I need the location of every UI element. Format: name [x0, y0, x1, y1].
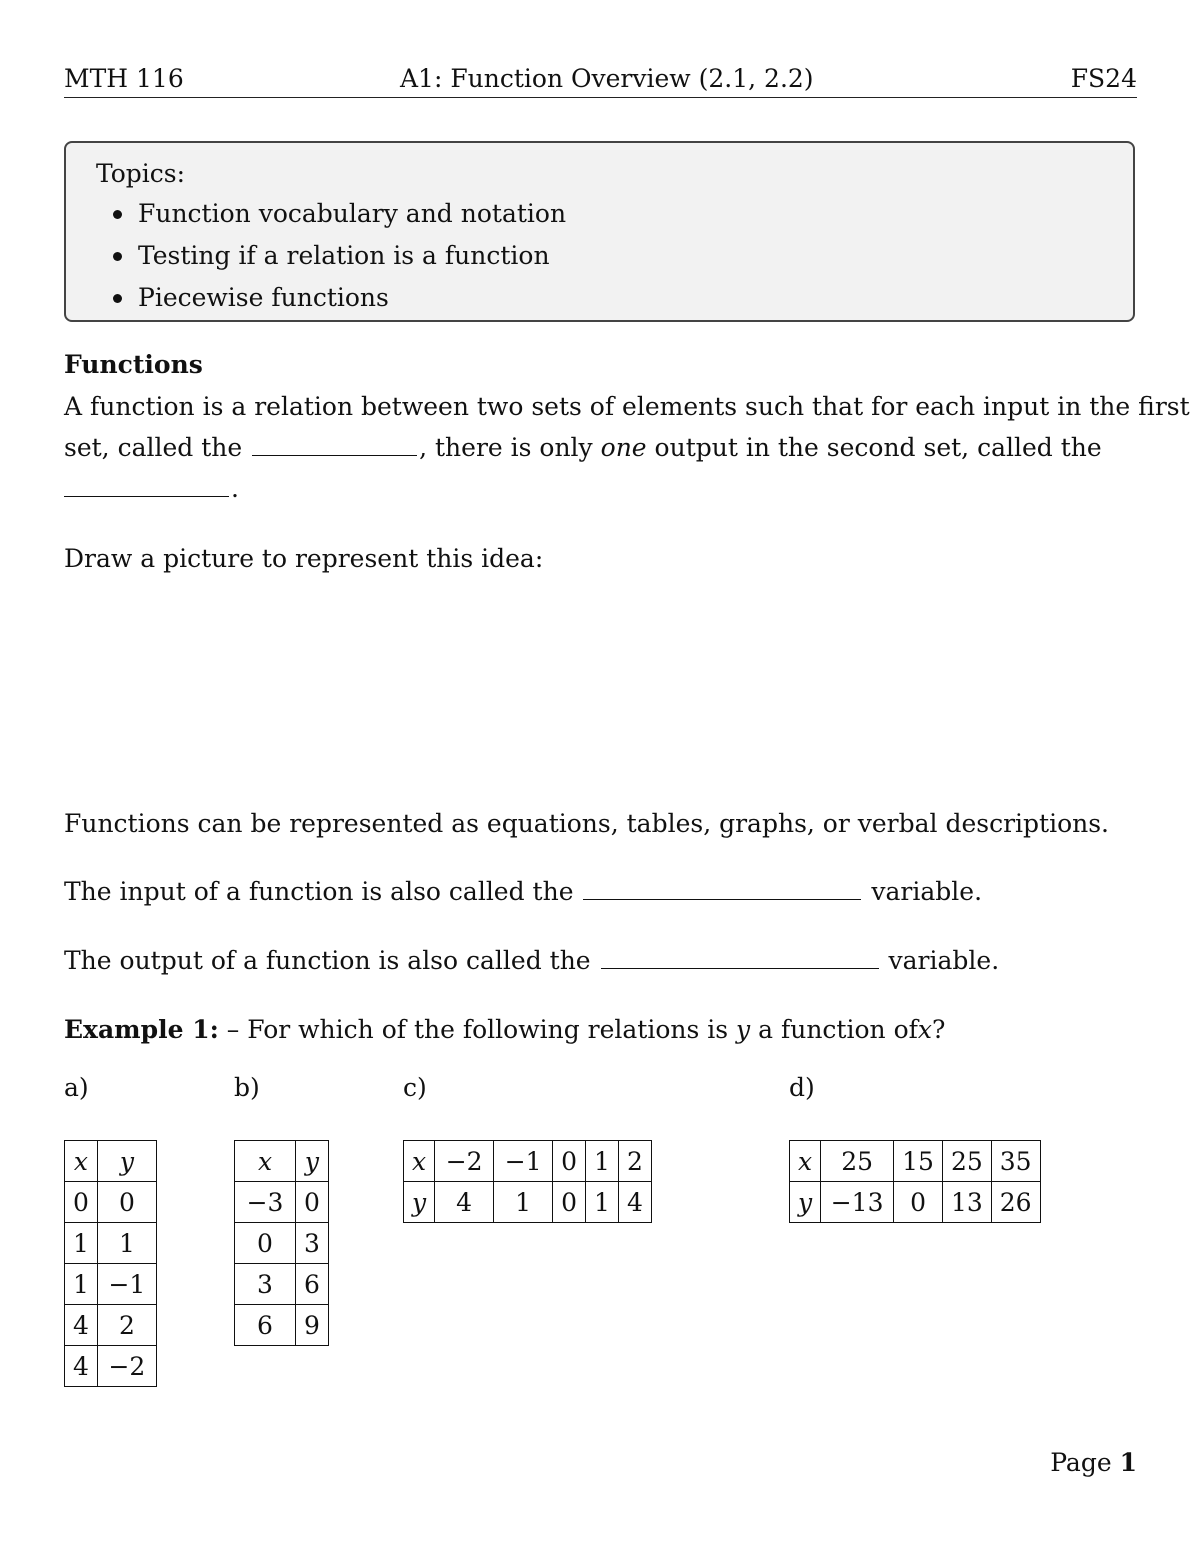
part-label-c: c) [403, 1073, 427, 1102]
drawing-area[interactable] [64, 585, 1137, 785]
table-row: 0 3 [235, 1223, 329, 1264]
table-row: −3 0 [235, 1182, 329, 1223]
output-blank[interactable] [601, 967, 879, 969]
table-row: 6 9 [235, 1305, 329, 1346]
part-label-a: a) [64, 1073, 89, 1102]
table-row: 1 −1 [65, 1264, 157, 1305]
topics-box [64, 141, 1135, 322]
domain-blank[interactable] [252, 454, 417, 456]
table-row: x 25 15 25 35 [790, 1141, 1041, 1182]
example-1-question: Example 1: – For which of the following relations is y a function ofx? [64, 1015, 946, 1044]
input-blank[interactable] [583, 898, 861, 900]
table-d [789, 1140, 1041, 1223]
topic-item: Testing if a relation is a function [138, 240, 566, 282]
table-row: 0 0 [65, 1182, 157, 1223]
definition-line-3: . [64, 474, 239, 503]
input-sentence: The input of a function is also called the variable. [64, 877, 983, 906]
definition-line-2: set, called the , there is only one output in the second set, called the [64, 433, 1102, 462]
topic-item: Piecewise functions [138, 282, 566, 324]
page-title: A1: Function Overview (2.1, 2.2) [400, 64, 814, 93]
definition-line-1: A function is a relation between two sets of elements such that for each input in the first [64, 392, 1190, 421]
table-c [403, 1140, 652, 1223]
section-heading: Functions [64, 350, 203, 379]
table-row: y −13 0 13 26 [790, 1182, 1041, 1223]
table-row: 3 6 [235, 1264, 329, 1305]
page-number: Page 1 [1050, 1448, 1137, 1477]
term-label: FS24 [1070, 64, 1137, 93]
bullet-icon [113, 252, 122, 261]
part-label-b: b) [234, 1073, 260, 1102]
table-row: 4 −2 [65, 1346, 157, 1387]
part-label-d: d) [789, 1073, 815, 1102]
bullet-icon [113, 210, 122, 219]
representations-text: Functions can be represented as equations, tables, graphs, or verbal descriptions. [64, 809, 1110, 838]
topics-list [138, 198, 566, 324]
table-a [64, 1140, 157, 1387]
bullet-icon [113, 294, 122, 303]
table-row: 1 1 [65, 1223, 157, 1264]
table-row: x −2 −1 0 1 2 [404, 1141, 652, 1182]
draw-prompt: Draw a picture to represent this idea: [64, 544, 544, 573]
course-code: MTH 116 [64, 64, 184, 93]
output-sentence: The output of a function is also called the variable. [64, 946, 1000, 975]
topic-item: Function vocabulary and notation [138, 198, 566, 240]
table-b [234, 1140, 329, 1346]
topics-title: Topics: [96, 159, 186, 188]
header-rule [64, 97, 1137, 98]
table-row: x y [235, 1141, 329, 1182]
table-row: 4 2 [65, 1305, 157, 1346]
table-row: x y [65, 1141, 157, 1182]
table-row: y 4 1 0 1 4 [404, 1182, 652, 1223]
range-blank[interactable] [64, 495, 229, 497]
